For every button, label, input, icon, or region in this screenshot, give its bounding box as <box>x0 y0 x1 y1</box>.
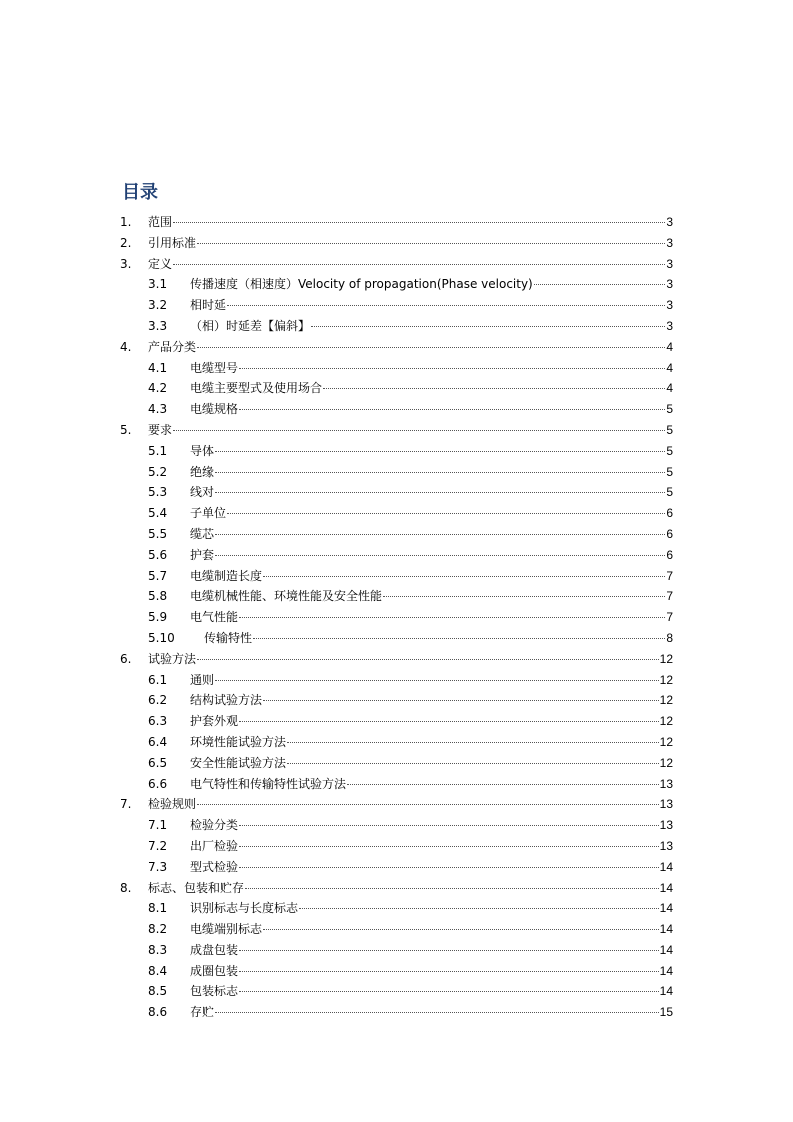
toc-entry-label: 护套外观 <box>190 714 239 729</box>
toc-entry-label: 引用标准 <box>148 235 197 250</box>
toc-entry-label: 电气性能 <box>190 610 239 625</box>
toc-entry-page: 5 <box>666 443 673 458</box>
toc-entry-label: 子单位 <box>190 506 227 521</box>
toc-entry-label: 产品分类 <box>148 339 197 354</box>
toc-entry-label: 电缆主要型式及使用场合 <box>190 381 323 396</box>
toc-entry-page: 12 <box>659 651 673 666</box>
toc-entry-page: 12 <box>659 672 673 687</box>
toc-entry-label: 线对 <box>190 485 215 500</box>
dot-leader <box>299 894 659 909</box>
toc-entry-label: 导体 <box>190 443 215 458</box>
toc-entry-number: 6.3 <box>148 714 168 729</box>
toc-entry-number: 3.1 <box>148 277 168 292</box>
toc-entry-page: 14 <box>659 901 673 916</box>
toc-entry-label: 包装标志 <box>190 984 239 999</box>
toc-entry-number: 5.6 <box>148 547 168 562</box>
dot-leader <box>383 582 665 597</box>
toc-entry-number: 8.6 <box>148 1005 168 1020</box>
toc-entry-label: 要求 <box>148 422 173 437</box>
dot-leader <box>239 707 659 722</box>
toc-entry-number: 5.5 <box>148 526 168 541</box>
toc-entry-page: 13 <box>659 797 673 812</box>
toc-entry-label: 试验方法 <box>148 651 197 666</box>
toc-entry-label: 范围 <box>148 215 173 229</box>
toc-entry-page: 14 <box>659 942 673 957</box>
toc-entry-number: 5.10 <box>148 630 175 645</box>
toc-entry-page: 13 <box>659 776 673 791</box>
toc-entry-label: 通则 <box>190 672 215 687</box>
toc-entry-page: 3 <box>666 215 673 229</box>
dot-leader <box>173 250 665 265</box>
toc-entry-page: 3 <box>666 298 673 313</box>
toc-entry-page: 12 <box>659 734 673 749</box>
toc-entry-number: 6.4 <box>148 734 168 749</box>
dot-leader <box>239 936 659 951</box>
dot-leader <box>263 915 659 930</box>
toc-entry-page: 12 <box>659 714 673 729</box>
toc-entry-number: 6.5 <box>148 755 168 770</box>
toc-entry-page: 7 <box>666 568 673 583</box>
dot-leader <box>227 499 665 514</box>
dot-leader <box>245 874 659 889</box>
dot-leader <box>253 624 665 639</box>
toc-entry-page: 5 <box>666 485 673 500</box>
toc-entry-label: 检验分类 <box>190 818 239 833</box>
toc-entry-number: 4. <box>120 339 132 354</box>
dot-leader <box>215 541 665 556</box>
toc-entry-page: 14 <box>659 859 673 874</box>
toc-entry-number: 4.1 <box>148 360 168 375</box>
toc-entry-number: 5.1 <box>148 443 168 458</box>
toc-entry-label: 标志、包装和贮存 <box>148 880 245 895</box>
toc-entry-number: 5.3 <box>148 485 168 500</box>
toc-entry-number: 6.1 <box>148 672 168 687</box>
dot-leader <box>197 229 665 244</box>
toc-entry-number: 4.2 <box>148 381 168 396</box>
toc-entry-number: 3.2 <box>148 298 168 313</box>
toc-entry-number: 7.2 <box>148 838 168 853</box>
dot-leader <box>263 686 659 701</box>
toc-entry-label: 电缆机械性能、环境性能及安全性能 <box>190 589 383 604</box>
toc-entry[interactable] <box>120 1001 673 1022</box>
toc-entry-number: 7. <box>120 797 132 812</box>
toc-entry-page: 4 <box>666 360 673 375</box>
dot-leader <box>197 790 659 805</box>
toc-entry-page: 13 <box>659 838 673 853</box>
dot-leader <box>239 853 659 868</box>
table-of-contents <box>120 211 673 1022</box>
dot-leader <box>239 603 665 618</box>
toc-entry-number: 5.8 <box>148 589 168 604</box>
dot-leader <box>239 811 659 826</box>
toc-entry-number: 8.1 <box>148 901 168 916</box>
dot-leader <box>239 957 659 972</box>
toc-entry-label: 识别标志与长度标志 <box>190 901 299 916</box>
dot-leader <box>347 770 659 785</box>
toc-entry-page: 3 <box>666 277 673 292</box>
toc-entry-number: 6. <box>120 651 132 666</box>
dot-leader <box>239 832 659 847</box>
toc-entry-page: 7 <box>666 589 673 604</box>
dot-leader <box>215 437 665 452</box>
dot-leader <box>215 666 659 681</box>
toc-entry-number: 5.9 <box>148 610 168 625</box>
dot-leader <box>227 291 665 306</box>
toc-entry-number: 7.1 <box>148 818 168 833</box>
toc-entry-label: 结构试验方法 <box>190 693 263 708</box>
toc-entry-label: 安全性能试验方法 <box>190 755 287 770</box>
dot-leader <box>323 374 665 389</box>
toc-entry-page: 13 <box>659 818 673 833</box>
toc-entry-page: 3 <box>666 256 673 271</box>
toc-entry-label: 电缆制造长度 <box>190 568 263 583</box>
toc-entry-label: 护套 <box>190 547 215 562</box>
toc-entry-number: 5.2 <box>148 464 168 479</box>
dot-leader <box>215 520 665 535</box>
toc-entry-label: 定义 <box>148 256 173 271</box>
toc-entry-label: 绝缘 <box>190 464 215 479</box>
toc-entry-label: 成盘包装 <box>190 942 239 957</box>
toc-entry-label: 传输特性 <box>204 630 253 645</box>
toc-entry-page: 14 <box>659 922 673 937</box>
toc-entry-page: 6 <box>666 547 673 562</box>
toc-entry-number: 8. <box>120 880 132 895</box>
dot-leader <box>239 395 665 410</box>
toc-entry-page: 14 <box>659 963 673 978</box>
dot-leader <box>311 312 665 327</box>
toc-entry-page: 3 <box>666 235 673 250</box>
toc-entry-number: 3.3 <box>148 318 168 333</box>
toc-entry-number: 3. <box>120 256 132 271</box>
toc-entry-page: 5 <box>666 464 673 479</box>
toc-entry-page: 5 <box>666 422 673 437</box>
toc-entry-label: 电缆端别标志 <box>190 922 263 937</box>
toc-entry-page: 5 <box>666 402 673 417</box>
toc-entry-number: 8.4 <box>148 963 168 978</box>
dot-leader <box>173 208 665 223</box>
toc-entry-page: 14 <box>659 880 673 895</box>
toc-entry-page: 8 <box>666 630 673 645</box>
dot-leader <box>287 728 659 743</box>
toc-entry-number: 8.2 <box>148 922 168 937</box>
toc-entry-label: 缆芯 <box>190 526 215 541</box>
dot-leader <box>215 478 665 493</box>
toc-entry-label: 成圈包装 <box>190 963 239 978</box>
toc-entry-number: 1. <box>120 215 132 229</box>
toc-title: 目录 <box>122 182 158 203</box>
toc-entry-number: 5.7 <box>148 568 168 583</box>
toc-entry-label: 出厂检验 <box>190 838 239 853</box>
toc-entry-page: 6 <box>666 526 673 541</box>
toc-entry-label: （相）时延差【偏斜】 <box>190 318 311 333</box>
toc-entry-label: 电气特性和传输特性试验方法 <box>190 776 347 791</box>
dot-leader <box>534 270 666 285</box>
toc-entry-number: 8.3 <box>148 942 168 957</box>
dot-leader <box>287 749 659 764</box>
toc-entry-label: 电缆型号 <box>190 360 239 375</box>
toc-entry-page: 12 <box>659 693 673 708</box>
dot-leader <box>197 333 665 348</box>
dot-leader <box>215 458 665 473</box>
toc-entry-label: 检验规则 <box>148 797 197 812</box>
dot-leader <box>239 354 665 369</box>
dot-leader <box>263 562 665 577</box>
toc-entry-page: 7 <box>666 610 673 625</box>
dot-leader <box>197 645 659 660</box>
toc-entry-page: 6 <box>666 506 673 521</box>
toc-entry-number: 6.2 <box>148 693 168 708</box>
toc-entry-number: 7.3 <box>148 859 168 874</box>
toc-entry-page: 15 <box>659 1005 673 1020</box>
toc-entry-label: 环境性能试验方法 <box>190 734 287 749</box>
toc-entry-number: 5.4 <box>148 506 168 521</box>
toc-entry-page: 4 <box>666 339 673 354</box>
toc-entry-number: 8.5 <box>148 984 168 999</box>
toc-entry-label: 传播速度（相速度）Velocity of propagation(Phase velocity) <box>190 277 533 292</box>
toc-entry-number: 6.6 <box>148 776 168 791</box>
dot-leader <box>239 977 659 992</box>
toc-entry-page: 4 <box>666 381 673 396</box>
toc-entry-label: 存贮 <box>190 1005 215 1020</box>
toc-entry-page: 3 <box>666 318 673 333</box>
dot-leader <box>215 998 659 1013</box>
toc-entry-number: 2. <box>120 235 132 250</box>
toc-entry-number: 5. <box>120 422 132 437</box>
toc-entry-page: 12 <box>659 755 673 770</box>
dot-leader <box>173 416 665 431</box>
toc-entry-page: 14 <box>659 984 673 999</box>
toc-entry-label: 相时延 <box>190 298 227 313</box>
toc-entry-number: 4.3 <box>148 402 168 417</box>
toc-entry-label: 型式检验 <box>190 859 239 874</box>
toc-entry-label: 电缆规格 <box>190 402 239 417</box>
